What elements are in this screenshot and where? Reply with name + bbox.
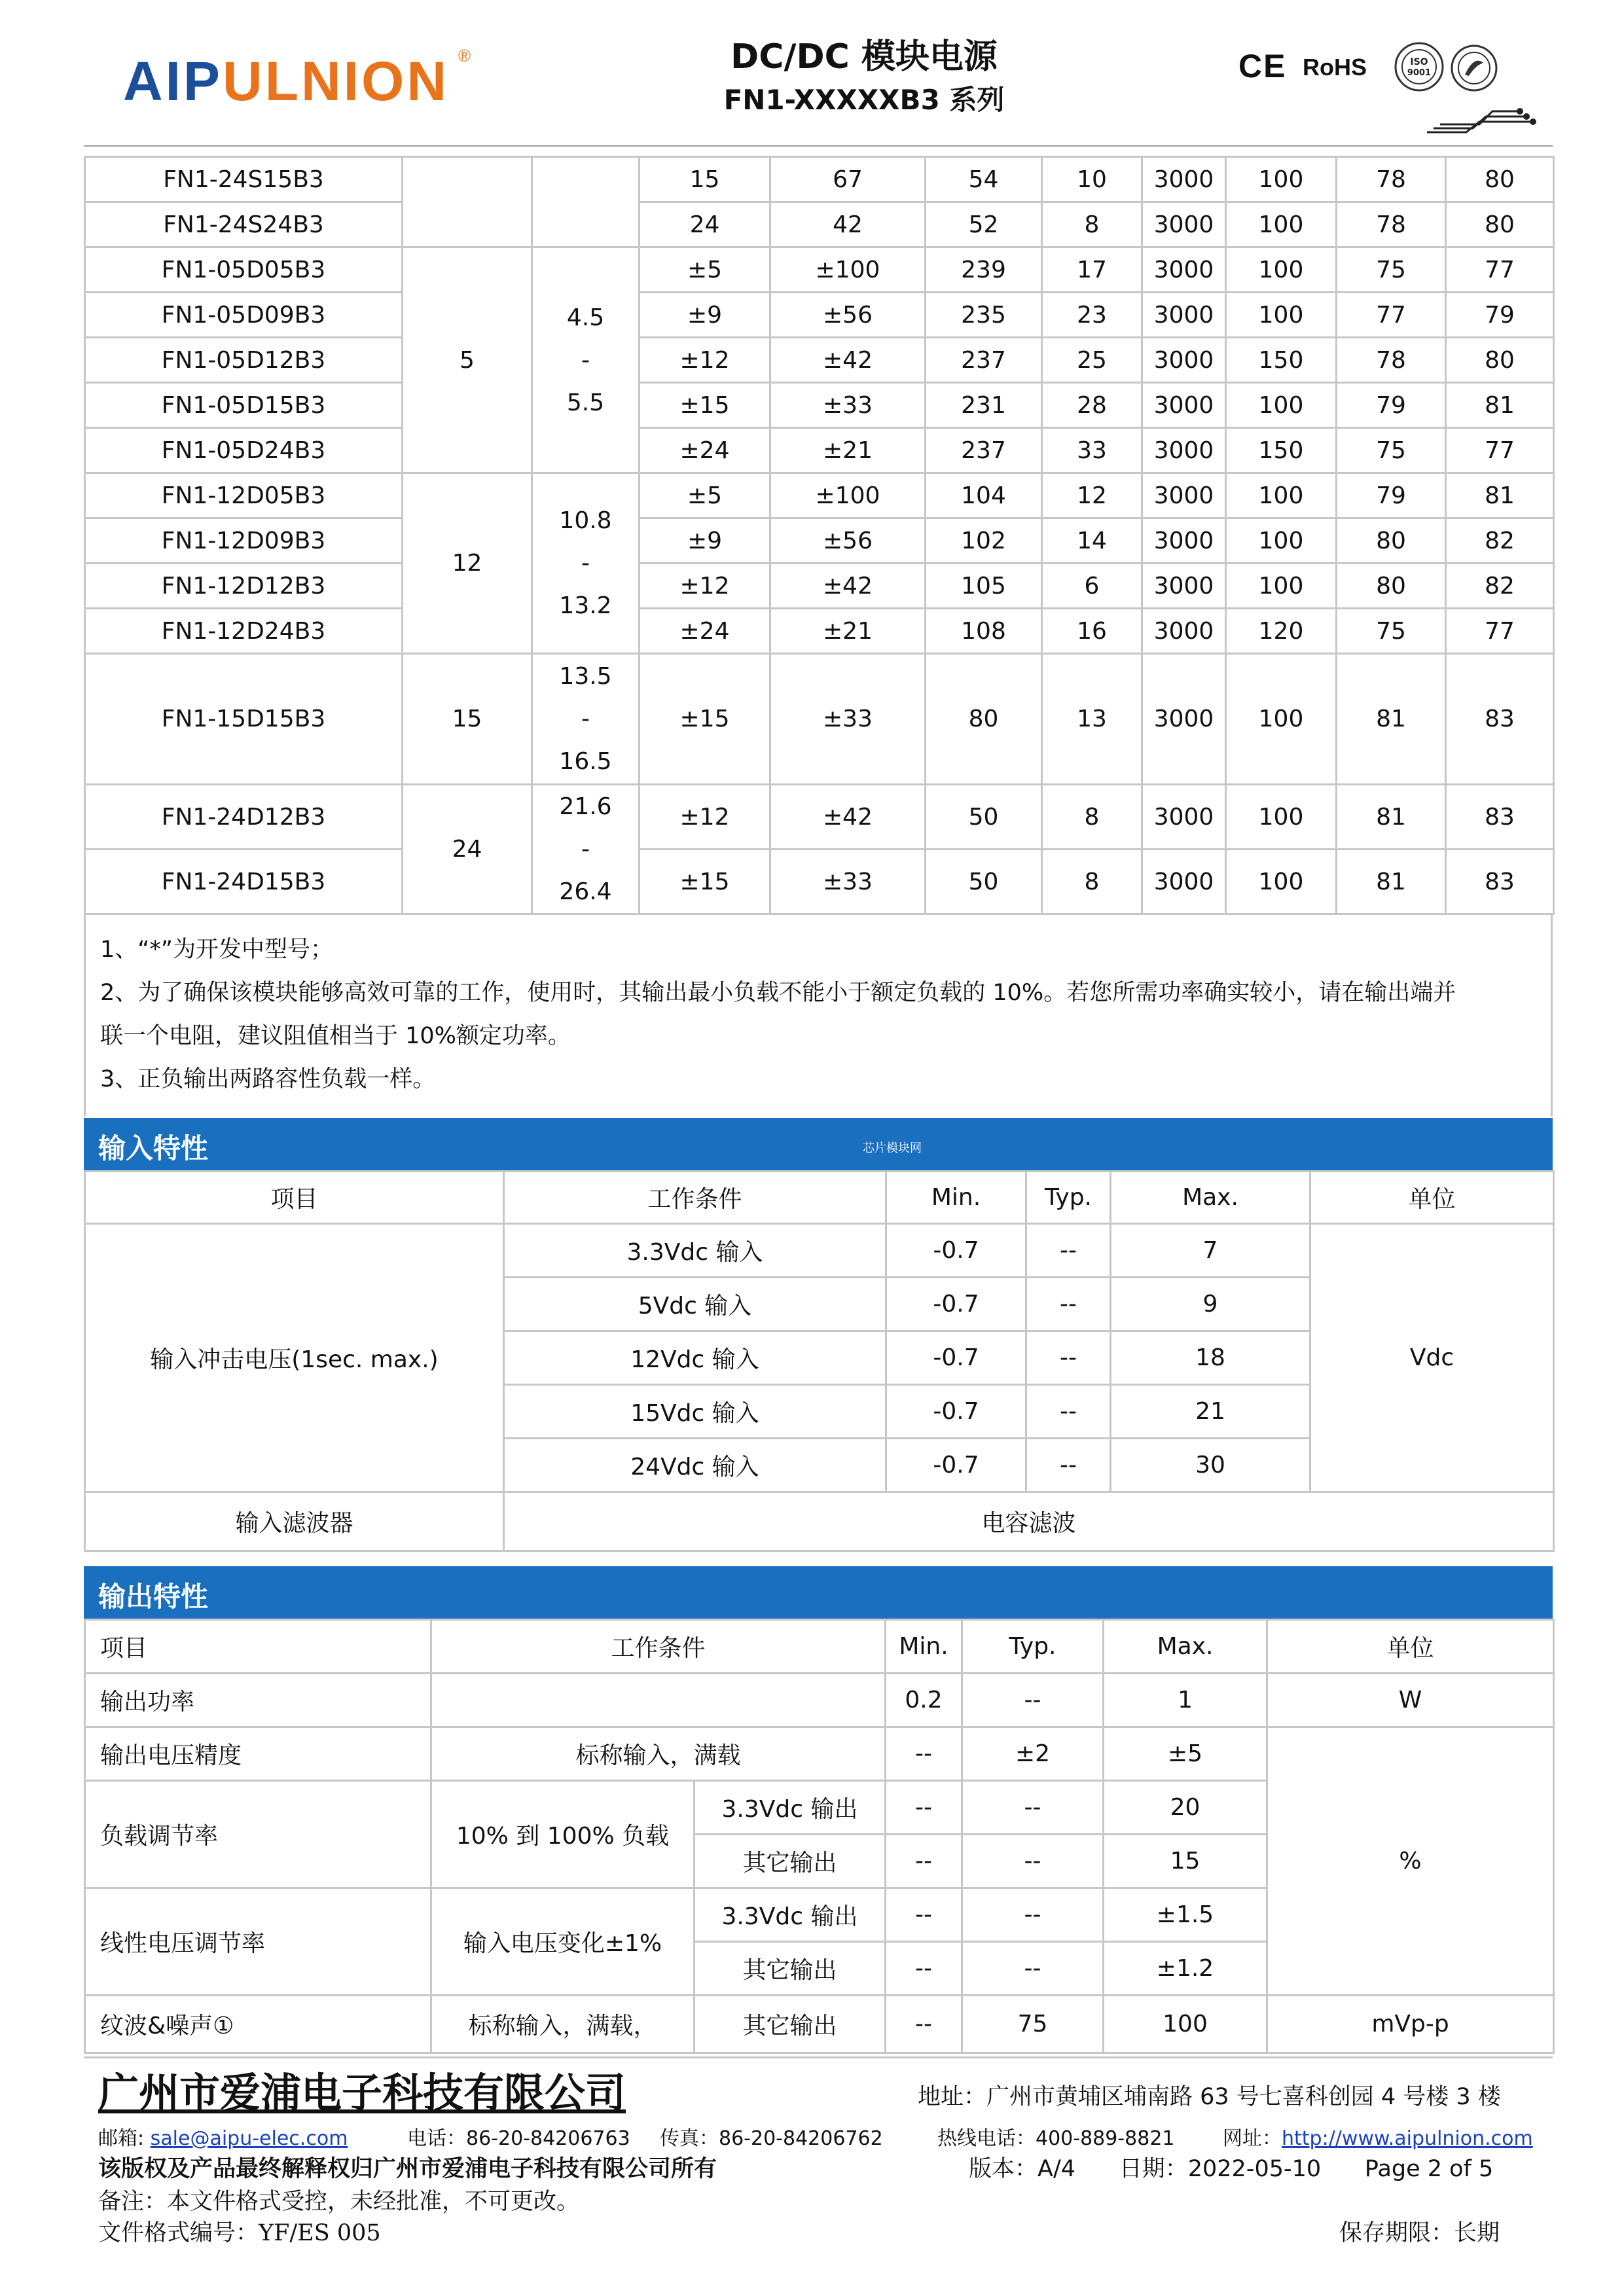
param-label: 负载调节率 xyxy=(85,1781,431,1888)
isolation-cell: 3000 xyxy=(1142,202,1226,247)
isolation-cell: 3000 xyxy=(1142,785,1226,850)
isolation-cell: 3000 xyxy=(1142,157,1226,202)
column-header: Max. xyxy=(1104,1620,1267,1674)
min-cell: -0.7 xyxy=(886,1278,1026,1331)
max-cell: ±1.2 xyxy=(1104,1942,1267,1996)
model-cell: FN1-15D15B3 xyxy=(85,654,403,785)
isolation-cell: 3000 xyxy=(1142,654,1226,785)
vrange-cell xyxy=(532,785,640,914)
eff-min-cell: 80 xyxy=(1337,564,1446,609)
iout-cell: ±33 xyxy=(770,654,926,785)
max-cell: 1 xyxy=(1104,1674,1267,1727)
column-header: Typ. xyxy=(962,1620,1104,1674)
condition-cell: 12Vdc 输入 xyxy=(504,1331,886,1385)
isolation-cell: 3000 xyxy=(1142,609,1226,654)
condition-cell: 10% 到 100% 负载 xyxy=(431,1781,695,1888)
vout-cell: ±9 xyxy=(640,293,770,338)
vin-cell: 15 xyxy=(403,654,532,785)
filter-value: 电容滤波 xyxy=(504,1492,1554,1551)
eff-typ-cell: 82 xyxy=(1446,518,1554,564)
iin-noload-cell: 8 xyxy=(1042,202,1142,247)
iout-cell: 67 xyxy=(770,157,926,202)
cap-load-cell: 100 xyxy=(1226,785,1337,850)
sub-condition-cell: 其它输出 xyxy=(695,1942,886,1996)
table-row xyxy=(85,383,1554,428)
eff-typ-cell: 77 xyxy=(1446,428,1554,473)
iout-cell: ±100 xyxy=(770,473,926,518)
watermark: 芯片模块网 xyxy=(863,1141,922,1155)
max-cell: ±5 xyxy=(1104,1727,1267,1781)
unit-cell: W xyxy=(1267,1674,1554,1727)
typ-cell: -- xyxy=(962,1942,1104,1996)
iin-full-cell: 231 xyxy=(926,383,1042,428)
typ-cell: -- xyxy=(1026,1331,1111,1385)
isolation-cell: 3000 xyxy=(1142,428,1226,473)
iout-cell: ±21 xyxy=(770,609,926,654)
table-header-row xyxy=(85,1172,1554,1224)
copyright-text: 该版权及产品最终解释权归广州市爱浦电子科技有限公司所有 xyxy=(98,2156,717,2182)
format-number: 文件格式编号：YF/ES 005 xyxy=(98,2220,381,2246)
cap-load-cell: 100 xyxy=(1226,383,1337,428)
typ-cell: -- xyxy=(1026,1385,1111,1439)
svg-text:ISO: ISO xyxy=(1410,57,1428,67)
max-cell: 7 xyxy=(1111,1224,1310,1278)
cap-load-cell: 150 xyxy=(1226,338,1337,383)
cap-load-cell: 100 xyxy=(1226,850,1337,914)
column-header: Max. xyxy=(1111,1172,1310,1224)
param-label: 纹波&噪声① xyxy=(85,1996,431,2053)
min-cell: -0.7 xyxy=(886,1331,1026,1385)
column-header: 单位 xyxy=(1310,1172,1554,1224)
min-cell: -- xyxy=(886,1781,962,1835)
vin-cell xyxy=(403,157,532,247)
eff-min-cell: 80 xyxy=(1337,518,1446,564)
iin-full-cell: 235 xyxy=(926,293,1042,338)
header-divider xyxy=(84,145,1553,147)
model-table xyxy=(84,156,1555,915)
unit-cell: % xyxy=(1267,1727,1554,1996)
sub-condition-cell: 其它输出 xyxy=(695,1996,886,2053)
vout-cell: ±5 xyxy=(640,247,770,293)
model-notes xyxy=(84,915,1553,1117)
min-cell: -- xyxy=(886,1835,962,1888)
table-row xyxy=(85,1492,1554,1551)
min-cell: -- xyxy=(886,1942,962,1996)
isolation-cell: 3000 xyxy=(1142,383,1226,428)
section-title: 输入特性 xyxy=(98,1132,209,1164)
isolation-cell: 3000 xyxy=(1142,518,1226,564)
vrange-max: 5.5 xyxy=(566,389,605,416)
iin-full-cell: 80 xyxy=(926,654,1042,785)
eff-min-cell: 77 xyxy=(1337,293,1446,338)
typ-cell: -- xyxy=(962,1835,1104,1888)
unit-cell: mVp-p xyxy=(1267,1996,1554,2053)
table-row xyxy=(85,654,1554,785)
iin-full-cell: 104 xyxy=(926,473,1042,518)
iin-noload-cell: 6 xyxy=(1042,564,1142,609)
vrange-min: 13.5 xyxy=(559,663,612,690)
logo-text-orange: ULNION xyxy=(223,50,450,112)
iin-full-cell: 50 xyxy=(926,850,1042,914)
eff-min-cell: 79 xyxy=(1337,473,1446,518)
table-row xyxy=(85,1224,1554,1278)
condition-cell: 15Vdc 输入 xyxy=(504,1385,886,1439)
eff-typ-cell: 83 xyxy=(1446,785,1554,850)
iin-full-cell: 54 xyxy=(926,157,1042,202)
condition-cell: 24Vdc 输入 xyxy=(504,1439,886,1492)
cap-load-cell: 150 xyxy=(1226,428,1337,473)
fax-text: 传真：86-20-84206762 xyxy=(660,2127,883,2150)
iin-full-cell: 237 xyxy=(926,428,1042,473)
ce-mark: CE xyxy=(1238,48,1287,84)
iin-noload-cell: 12 xyxy=(1042,473,1142,518)
website-label: 网址： xyxy=(1223,2127,1282,2150)
vout-cell: ±24 xyxy=(640,609,770,654)
iout-cell: 42 xyxy=(770,202,926,247)
version-date-page: 版本：A/4 日期：2022-05-10 Page 2 of 5 xyxy=(969,2156,1494,2182)
iin-noload-cell: 25 xyxy=(1042,338,1142,383)
model-cell: FN1-05D09B3 xyxy=(85,293,403,338)
model-cell: FN1-05D15B3 xyxy=(85,383,403,428)
eff-typ-cell: 83 xyxy=(1446,850,1554,914)
vrange-cell xyxy=(532,247,640,473)
vrange-min: 10.8 xyxy=(559,507,612,534)
max-cell: 18 xyxy=(1111,1331,1310,1385)
vrange-max: 16.5 xyxy=(559,748,612,775)
eff-typ-cell: 80 xyxy=(1446,338,1554,383)
min-cell: -0.7 xyxy=(886,1385,1026,1439)
iin-full-cell: 102 xyxy=(926,518,1042,564)
eff-min-cell: 78 xyxy=(1337,202,1446,247)
vout-cell: ±5 xyxy=(640,473,770,518)
vout-cell: 24 xyxy=(640,202,770,247)
iin-noload-cell: 16 xyxy=(1042,609,1142,654)
eff-typ-cell: 82 xyxy=(1446,564,1554,609)
cap-load-cell: 100 xyxy=(1226,564,1337,609)
iout-cell: ±42 xyxy=(770,338,926,383)
max-cell: 20 xyxy=(1104,1781,1267,1835)
iin-noload-cell: 33 xyxy=(1042,428,1142,473)
vrange-dash: - xyxy=(581,550,590,577)
rohs-mark: RoHS xyxy=(1303,54,1367,81)
max-cell: 15 xyxy=(1104,1835,1267,1888)
model-cell: FN1-05D12B3 xyxy=(85,338,403,383)
email-label: 邮箱: xyxy=(98,2127,151,2150)
website-link[interactable]: http://www.aipulnion.com xyxy=(1282,2127,1533,2150)
input-section-header xyxy=(84,1118,1553,1170)
vout-cell: ±15 xyxy=(640,654,770,785)
model-cell: FN1-12D24B3 xyxy=(85,609,403,654)
model-cell: FN1-24D15B3 xyxy=(85,850,403,914)
cap-load-cell: 100 xyxy=(1226,202,1337,247)
column-header: Min. xyxy=(886,1172,1026,1224)
iout-cell: ±33 xyxy=(770,850,926,914)
eff-min-cell: 75 xyxy=(1337,247,1446,293)
eff-min-cell: 78 xyxy=(1337,338,1446,383)
remark-text: 备注：本文件格式受控，未经批准，不可更改。 xyxy=(98,2189,580,2215)
condition-cell xyxy=(431,1674,886,1727)
iin-noload-cell: 28 xyxy=(1042,383,1142,428)
condition-cell: 标称输入，满载， xyxy=(431,1996,695,2053)
model-cell: FN1-24S24B3 xyxy=(85,202,403,247)
table-row xyxy=(85,1996,1554,2053)
iout-cell: ±56 xyxy=(770,518,926,564)
logo-text-blue: AIP xyxy=(123,50,223,112)
table-row xyxy=(85,609,1554,654)
model-cell: FN1-12D09B3 xyxy=(85,518,403,564)
surge-label: 输入冲击电压(1sec. max.) xyxy=(85,1224,504,1492)
isolation-cell: 3000 xyxy=(1142,564,1226,609)
section-title: 输出特性 xyxy=(98,1581,209,1613)
column-header: 项目 xyxy=(85,1172,504,1224)
table-row xyxy=(85,202,1554,247)
max-cell: 9 xyxy=(1111,1278,1310,1331)
vout-cell: ±15 xyxy=(640,850,770,914)
iin-full-cell: 108 xyxy=(926,609,1042,654)
sub-condition-cell: 3.3Vdc 输出 xyxy=(695,1888,886,1942)
param-label: 线性电压调节率 xyxy=(85,1888,431,1996)
iin-noload-cell: 23 xyxy=(1042,293,1142,338)
iin-noload-cell: 13 xyxy=(1042,654,1142,785)
filter-label: 输入滤波器 xyxy=(85,1492,504,1551)
note-line: 1、“*”为开发中型号； xyxy=(100,937,334,963)
iin-full-cell: 239 xyxy=(926,247,1042,293)
typ-cell: -- xyxy=(1026,1224,1111,1278)
iin-noload-cell: 8 xyxy=(1042,785,1142,850)
table-row xyxy=(85,157,1554,202)
table-row xyxy=(85,850,1554,914)
eff-min-cell: 79 xyxy=(1337,383,1446,428)
vrange-dash: - xyxy=(581,346,590,374)
email-line xyxy=(98,2122,348,2151)
model-cell: FN1-24D12B3 xyxy=(85,785,403,850)
iin-noload-cell: 10 xyxy=(1042,157,1142,202)
retention-period: 保存期限：长期 xyxy=(1339,2220,1500,2246)
iin-full-cell: 237 xyxy=(926,338,1042,383)
iin-full-cell: 50 xyxy=(926,785,1042,850)
table-row xyxy=(85,1727,1554,1781)
cap-load-cell: 120 xyxy=(1226,609,1337,654)
cap-load-cell: 100 xyxy=(1226,654,1337,785)
table-row xyxy=(85,428,1554,473)
min-cell: -- xyxy=(886,1888,962,1942)
svg-text:9001: 9001 xyxy=(1407,68,1432,78)
iin-full-cell: 52 xyxy=(926,202,1042,247)
cap-load-cell: 100 xyxy=(1226,518,1337,564)
page-title: DC/DC 模块电源 xyxy=(731,37,998,77)
typ-cell: ±2 xyxy=(962,1727,1104,1781)
note-line: 2、为了确保该模块能够高效可靠的工作，使用时，其输出最小负载不能小于额定负载的 10%。若您所需功率确实较小，请在输出端并 xyxy=(100,980,1456,1006)
isolation-cell: 3000 xyxy=(1142,338,1226,383)
typ-cell: -- xyxy=(962,1674,1104,1727)
model-cell: FN1-24S15B3 xyxy=(85,157,403,202)
registered-mark: ® xyxy=(458,46,471,65)
vrange-dash: - xyxy=(581,836,590,863)
iin-noload-cell: 17 xyxy=(1042,247,1142,293)
typ-cell: -- xyxy=(1026,1439,1111,1492)
table-row xyxy=(85,473,1554,518)
vrange-min: 21.6 xyxy=(559,793,612,820)
iin-noload-cell: 14 xyxy=(1042,518,1142,564)
table-row xyxy=(85,518,1554,564)
eff-min-cell: 81 xyxy=(1337,850,1446,914)
param-label: 输出电压精度 xyxy=(85,1727,431,1781)
iin-full-cell: 105 xyxy=(926,564,1042,609)
cap-load-cell: 100 xyxy=(1226,247,1337,293)
note-line: 3、正负输出两路容性负载一样。 xyxy=(100,1066,436,1092)
phone-text: 电话：86-20-84206763 xyxy=(407,2127,630,2150)
hotline-text: 热线电话：400-889-8821 xyxy=(937,2127,1175,2150)
vrange-cell xyxy=(532,473,640,654)
output-characteristics-table xyxy=(84,1619,1555,2054)
column-header: Min. xyxy=(886,1620,962,1674)
eff-min-cell: 81 xyxy=(1337,785,1446,850)
note-line: 联一个电阻，建议阻值相当于 10%额定功率。 xyxy=(100,1023,571,1049)
vout-cell: ±12 xyxy=(640,785,770,850)
eff-min-cell: 78 xyxy=(1337,157,1446,202)
condition-cell: 输入电压变化±1% xyxy=(431,1888,695,1996)
min-cell: -0.7 xyxy=(886,1224,1026,1278)
vin-cell: 5 xyxy=(403,247,532,473)
eff-typ-cell: 79 xyxy=(1446,293,1554,338)
table-row xyxy=(85,1674,1554,1727)
condition-cell: 5Vdc 输入 xyxy=(504,1278,886,1331)
vin-cell: 12 xyxy=(403,473,532,654)
typ-cell: -- xyxy=(1026,1278,1111,1331)
vrange-dash: - xyxy=(581,706,590,732)
isolation-cell: 3000 xyxy=(1142,293,1226,338)
cap-load-cell: 100 xyxy=(1226,293,1337,338)
iout-cell: ±42 xyxy=(770,785,926,850)
eff-typ-cell: 81 xyxy=(1446,383,1554,428)
min-cell: -- xyxy=(886,1996,962,2053)
condition-cell: 标称输入，满载 xyxy=(431,1727,886,1781)
eff-min-cell: 75 xyxy=(1337,609,1446,654)
model-cell: FN1-12D05B3 xyxy=(85,473,403,518)
company-address: 地址：广州市黄埔区埔南路 63 号七喜科创园 4 号楼 3 楼 xyxy=(918,2084,1501,2110)
max-cell: 21 xyxy=(1111,1385,1310,1439)
company-logo xyxy=(123,50,450,112)
input-characteristics-table xyxy=(84,1170,1555,1552)
vout-cell: ±9 xyxy=(640,518,770,564)
table-row xyxy=(85,247,1554,293)
typ-cell: 75 xyxy=(962,1996,1104,2053)
iout-cell: ±21 xyxy=(770,428,926,473)
website-line xyxy=(1223,2122,1533,2151)
isolation-cell: 3000 xyxy=(1142,850,1226,914)
min-cell: -- xyxy=(886,1727,962,1781)
company-name: 广州市爱浦电子科技有限公司 xyxy=(98,2069,626,2117)
vrange-max: 13.2 xyxy=(559,592,612,619)
min-cell: 0.2 xyxy=(886,1674,962,1727)
email-link[interactable]: sale@aipu-elec.com xyxy=(150,2127,348,2150)
vout-cell: ±15 xyxy=(640,383,770,428)
eff-typ-cell: 81 xyxy=(1446,473,1554,518)
iso-9001-icon xyxy=(1393,41,1445,93)
table-row xyxy=(85,338,1554,383)
table-row xyxy=(85,564,1554,609)
cap-load-cell: 100 xyxy=(1226,473,1337,518)
table-header-row xyxy=(85,1620,1554,1674)
vrange-cell xyxy=(532,157,640,247)
column-header: 项目 xyxy=(85,1620,431,1674)
circuit-decoration-icon xyxy=(1427,102,1545,135)
sub-condition-cell: 3.3Vdc 输出 xyxy=(695,1781,886,1835)
iin-noload-cell: 8 xyxy=(1042,850,1142,914)
iout-cell: ±56 xyxy=(770,293,926,338)
max-cell: 100 xyxy=(1104,1996,1267,2053)
table-row xyxy=(85,293,1554,338)
vrange-cell xyxy=(532,654,640,785)
column-header: 单位 xyxy=(1267,1620,1554,1674)
eff-typ-cell: 80 xyxy=(1446,202,1554,247)
vout-cell: ±24 xyxy=(640,428,770,473)
sub-condition-cell: 其它输出 xyxy=(695,1835,886,1888)
page-subtitle: FN1-XXXXXB3 系列 xyxy=(723,84,1005,116)
eff-typ-cell: 83 xyxy=(1446,654,1554,785)
table-row xyxy=(85,785,1554,850)
footer-divider xyxy=(84,2056,1553,2058)
typ-cell: -- xyxy=(962,1888,1104,1942)
environment-cert-icon xyxy=(1449,43,1499,93)
column-header: 工作条件 xyxy=(504,1172,886,1224)
eff-typ-cell: 77 xyxy=(1446,247,1554,293)
min-cell: -0.7 xyxy=(886,1439,1026,1492)
isolation-cell: 3000 xyxy=(1142,247,1226,293)
iout-cell: ±33 xyxy=(770,383,926,428)
eff-typ-cell: 80 xyxy=(1446,157,1554,202)
cap-load-cell: 100 xyxy=(1226,157,1337,202)
typ-cell: -- xyxy=(962,1781,1104,1835)
model-cell: FN1-12D12B3 xyxy=(85,564,403,609)
output-section-header xyxy=(84,1566,1553,1619)
column-header: 工作条件 xyxy=(431,1620,886,1674)
vrange-max: 26.4 xyxy=(559,878,612,905)
model-cell: FN1-05D24B3 xyxy=(85,428,403,473)
vin-cell: 24 xyxy=(403,785,532,914)
model-cell: FN1-05D05B3 xyxy=(85,247,403,293)
max-cell: 30 xyxy=(1111,1439,1310,1492)
eff-typ-cell: 77 xyxy=(1446,609,1554,654)
max-cell: ±1.5 xyxy=(1104,1888,1267,1942)
eff-min-cell: 81 xyxy=(1337,654,1446,785)
isolation-cell: 3000 xyxy=(1142,473,1226,518)
iout-cell: ±100 xyxy=(770,247,926,293)
condition-cell: 3.3Vdc 输入 xyxy=(504,1224,886,1278)
vrange-min: 4.5 xyxy=(566,304,605,331)
param-label: 输出功率 xyxy=(85,1674,431,1727)
eff-min-cell: 75 xyxy=(1337,428,1446,473)
vout-cell: ±12 xyxy=(640,338,770,383)
column-header: Typ. xyxy=(1026,1172,1111,1224)
unit-cell: Vdc xyxy=(1310,1224,1554,1492)
vout-cell: ±12 xyxy=(640,564,770,609)
vout-cell: 15 xyxy=(640,157,770,202)
iout-cell: ±42 xyxy=(770,564,926,609)
